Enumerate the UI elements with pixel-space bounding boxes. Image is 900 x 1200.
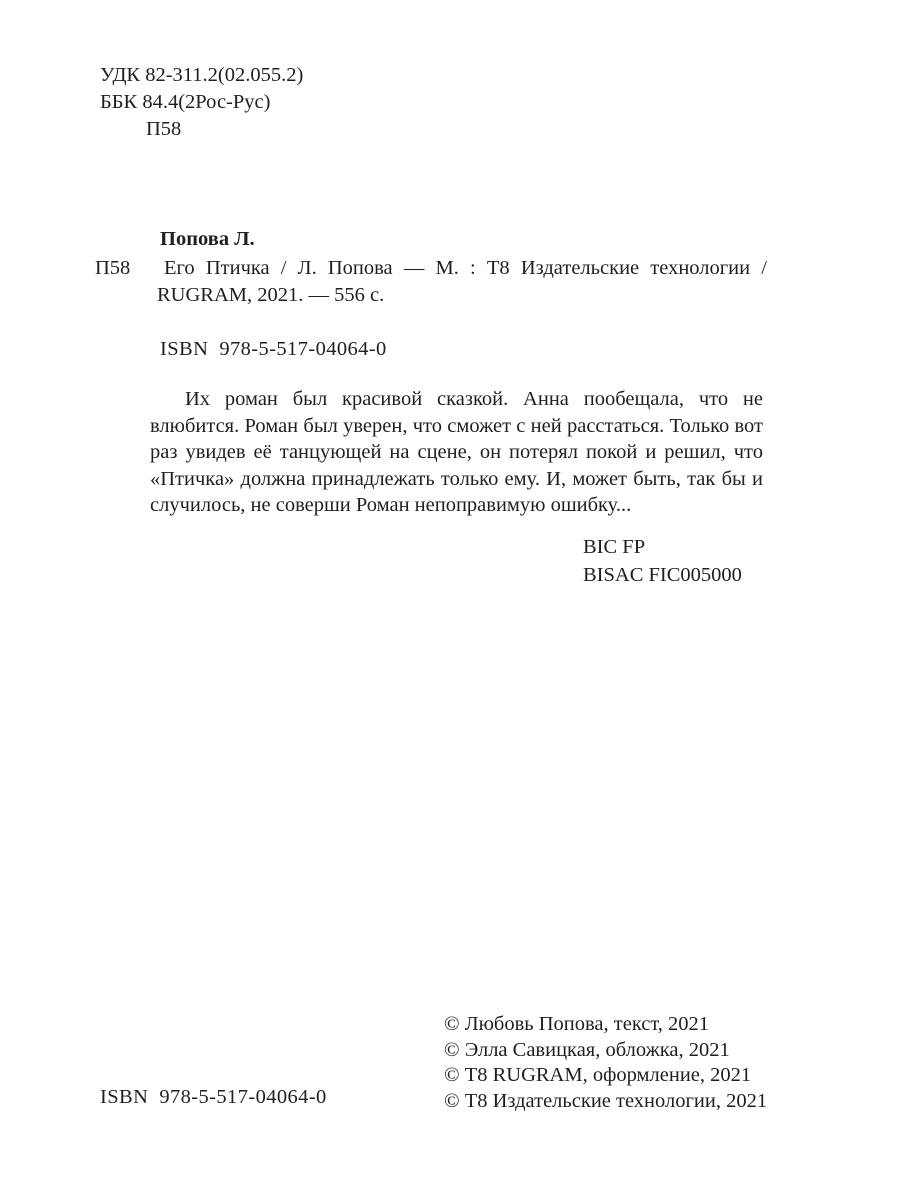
bic-code: BIC FP bbox=[583, 536, 646, 558]
bibliographic-citation bbox=[95, 255, 767, 308]
citation-margin-code: П58 bbox=[95, 257, 131, 279]
classification-block bbox=[100, 62, 303, 143]
isbn-bottom: ISBN 978-5-517-04064-0 bbox=[100, 1086, 327, 1108]
trade-codes-block bbox=[583, 533, 742, 589]
copyright-line: © Т8 Издательские технологии, 2021 bbox=[444, 1089, 768, 1112]
annotation-paragraph: Их роман был красивой сказкой. Анна пообещала, что не влюбится. Роман был уверен, что сможет с ней расстаться. Только вот раз увидев её танцующей на сцене, он потерял покой и решил, что «Птичка» должна принадлежать только ему. И, может быть, так бы и случилось, не соверши Роман непоправимую ошибку... bbox=[150, 388, 763, 516]
copyright-line: © Любовь Попова, текст, 2021 bbox=[444, 1013, 710, 1035]
citation-author: Попова Л. bbox=[160, 228, 255, 250]
copyright-line: © Элла Савицкая, обложка, 2021 bbox=[444, 1038, 730, 1061]
udk-line: УДК 82-311.2(02.055.2) bbox=[100, 64, 304, 86]
bbk-line: ББК 84.4(2Рос-Рус) bbox=[100, 91, 271, 113]
copyright-line: © Т8 RUGRAM, оформление, 2021 bbox=[444, 1064, 752, 1086]
citation-text: Его Птичка / Л. Попова — М. : Т8 Издательские технологии / RUGRAM, 2021. — 556 с. bbox=[157, 257, 767, 306]
author-sign-line: П58 bbox=[146, 118, 182, 140]
isbn-top: ISBN 978-5-517-04064-0 bbox=[160, 338, 387, 360]
bisac-code: BISAC FIC005000 bbox=[583, 564, 742, 586]
copyright-block bbox=[444, 1012, 767, 1114]
